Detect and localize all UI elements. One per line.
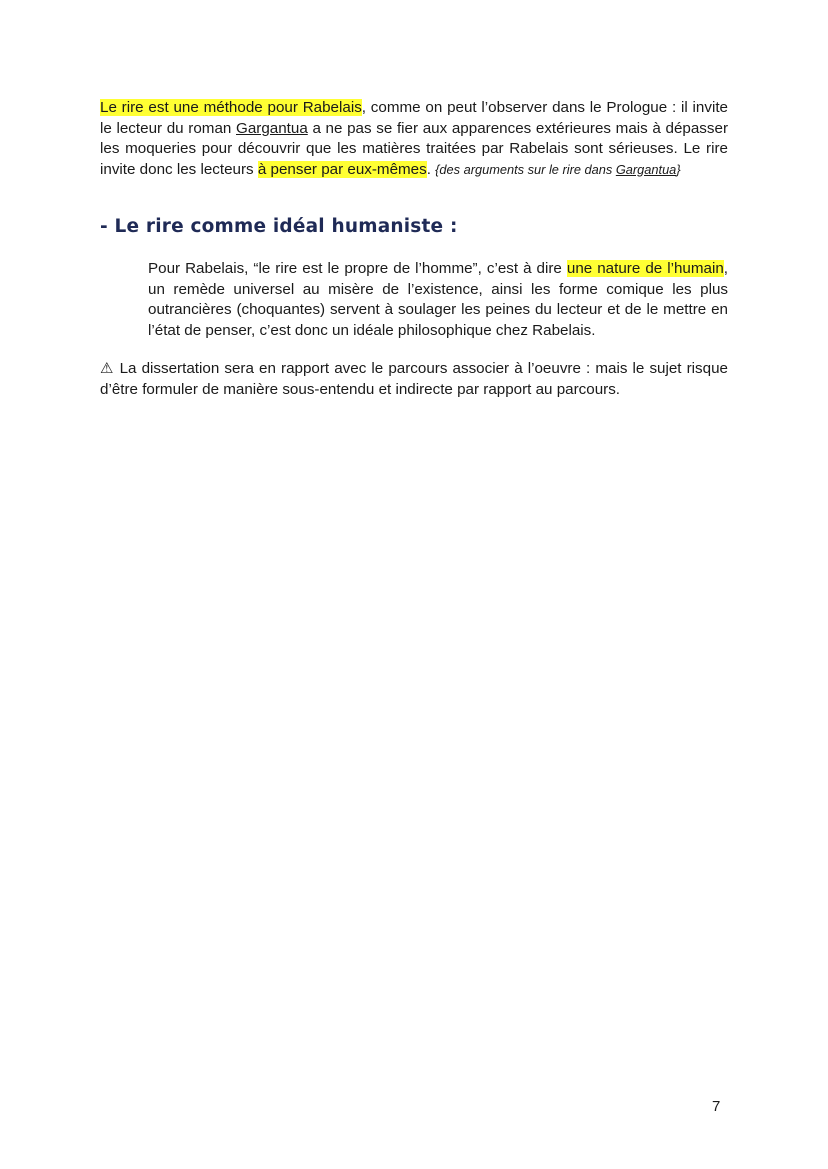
paragraph-text: , un remède universel au misère de l’existence, ainsi les forme comique les plus outrancières (choquantes) servent à soulager les peines du lecteur et de le mettre en l’état de penser, c’est donc un idéale philosophique chez Rabelais. [148, 260, 729, 339]
warning-icon: ⚠ [100, 360, 115, 377]
work-title-gargantua: Gargantua [236, 119, 308, 137]
section-heading: - Le rire comme idéal humaniste : [100, 216, 458, 237]
note-text: } [676, 161, 681, 177]
paragraph-text: , comme on peut l’observer dans le Prologue : il invite le lecteur du roman [100, 99, 729, 137]
note-link-gargantua[interactable]: Gargantua [615, 161, 677, 177]
paragraph-text: a ne pas se fier aux apparences extérieures mais à dépasser les moqueries pour découvrir que les matières traitées par Rabelais sont sérieuses. Le rire invite donc les lecteurs [100, 119, 728, 178]
page-number: 7 [712, 1098, 721, 1115]
paragraph-text: Pour Rabelais, “le rire est le propre de l’homme”, c’est à dire [148, 260, 567, 277]
highlight-nature-humain: une nature de l’humain [566, 260, 724, 277]
note-text: {des arguments sur le rire dans [435, 161, 616, 177]
note-arguments [435, 162, 680, 177]
paragraph-rire-methode [100, 98, 728, 180]
paragraph-ideal-humaniste [148, 259, 728, 341]
highlight-rire-methode: Le rire est une méthode pour Rabelais [100, 99, 362, 116]
paragraph-text: . [426, 160, 436, 178]
highlight-penser: à penser par eux-mêmes [257, 160, 427, 178]
paragraph-dissertation-note [100, 359, 728, 400]
paragraph-text: La dissertation sera en rapport avec le parcours associer à l’oeuvre : mais le sujet risque d’être formuler de manière sous-entendu et indirecte par rapport au parcours. [100, 360, 728, 398]
